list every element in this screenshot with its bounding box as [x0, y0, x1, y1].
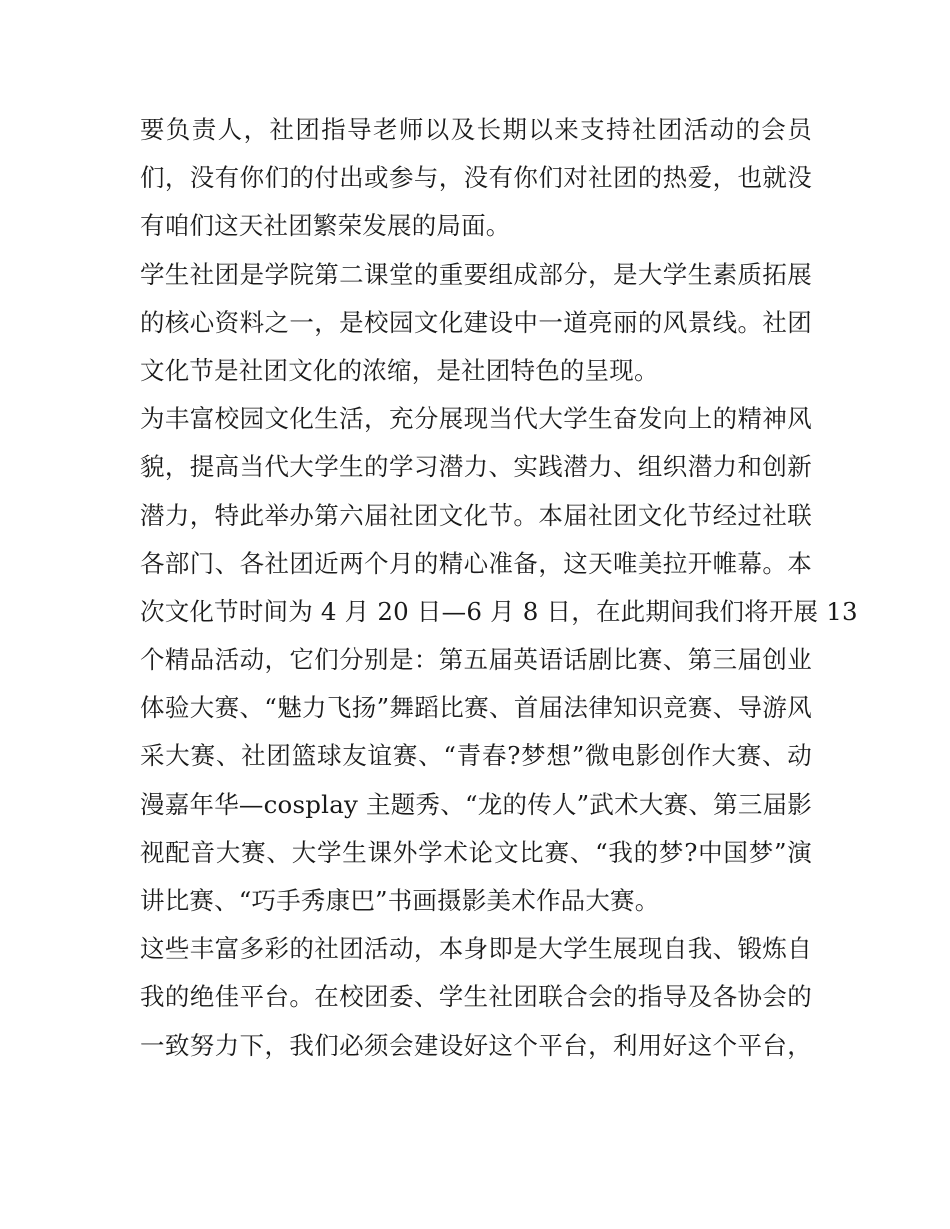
- text-line: 文化节是社团文化的浓缩，是社团特色的呈现。: [140, 355, 659, 385]
- text-line: 貌，提高当代大学生的学习潜力、实践潜力、组织潜力和创新: [140, 452, 812, 482]
- text-line: 讲比赛、“巧手秀康巴”书画摄影美术作品大赛。: [140, 886, 660, 915]
- text-line: 采大赛、社团篮球友谊赛、“青春?梦想”微电影创作大赛、动: [140, 741, 812, 771]
- text-line: 潜力，特此举办第六届社团文化节。本届社团文化节经过社联: [140, 500, 812, 530]
- text-line: 漫嘉年华—cosplay 主题秀、“龙的传人”武术大赛、第三届影: [140, 789, 812, 819]
- text-line: 体验大赛、“魅力飞扬”舞蹈比赛、首届法律知识竞赛、导游风: [140, 693, 812, 723]
- text-line: 学生社团是学院第二课堂的重要组成部分，是大学生素质拓展: [140, 259, 812, 289]
- text-line: 次文化节时间为 4 月 20 日—6 月 8 日，在此期间我们将开展 13: [140, 596, 858, 626]
- text-line: 视配音大赛、大学生课外学术论文比赛、“我的梦?中国梦”演: [140, 837, 812, 867]
- text-line: 一致努力下，我们必须会建设好这个平台，利用好这个平台，: [140, 1030, 812, 1060]
- text-line: 这些丰富多彩的社团活动，本身即是大学生展现自我、锻炼自: [140, 934, 812, 964]
- text-line: 为丰富校园文化生活，充分展现当代大学生奋发向上的精神风: [140, 404, 812, 434]
- text-line: 有咱们这天社团繁荣发展的局面。: [140, 211, 511, 241]
- text-line: 们，没有你们的付出或参与，没有你们对社团的热爱，也就没: [140, 163, 812, 193]
- text-line: 个精品活动，它们分别是：第五届英语话剧比赛、第三届创业: [140, 645, 812, 675]
- text-line: 的核心资料之一，是校园文化建设中一道亮丽的风景线。社团: [140, 307, 812, 337]
- text-line: 要负责人，社团指导老师以及长期以来支持社团活动的会员: [140, 115, 812, 144]
- document-body: [140, 106, 858, 1070]
- text-line: 我的绝佳平台。在校团委、学生社团联合会的指导及各协会的: [140, 982, 812, 1012]
- text-line: 各部门、各社团近两个月的精心准备，这天唯美拉开帷幕。本: [140, 548, 812, 578]
